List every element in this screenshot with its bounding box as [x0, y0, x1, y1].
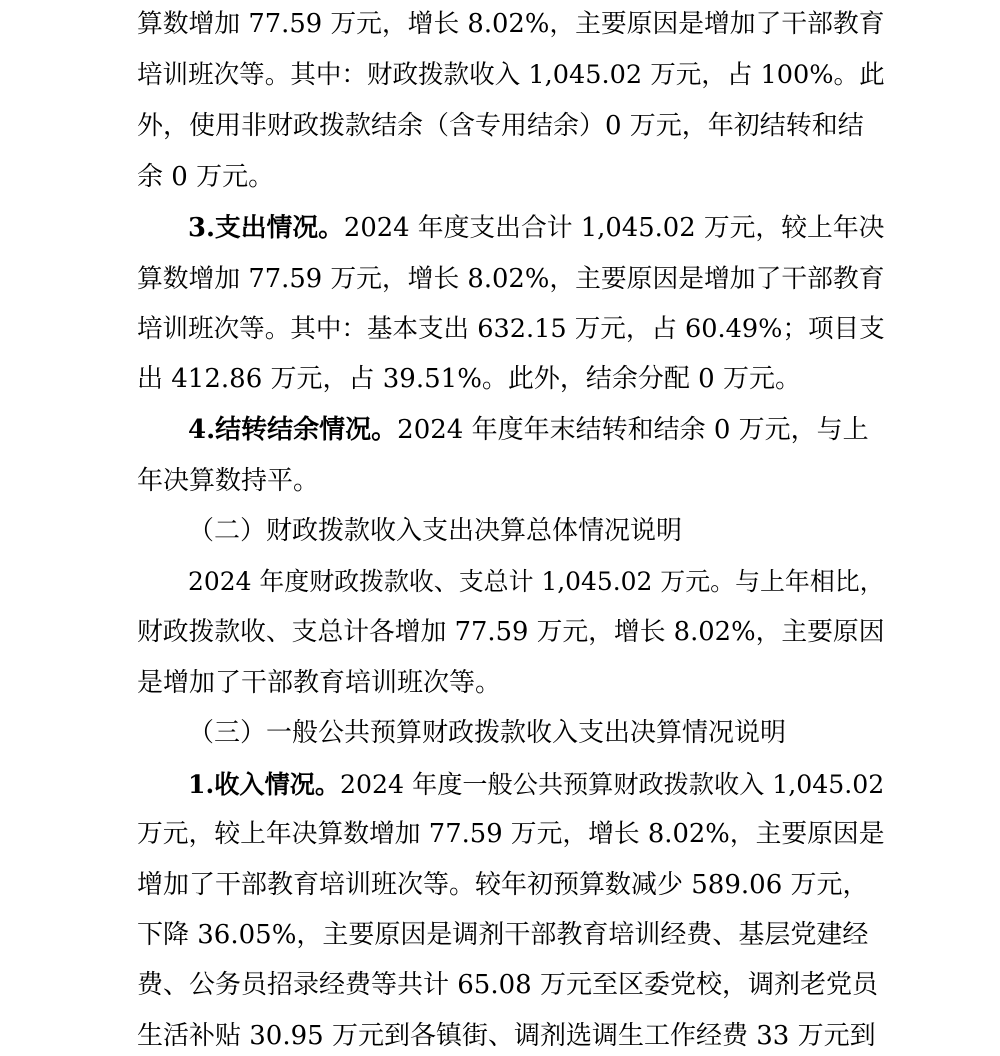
paragraph-first-line [188, 211, 884, 245]
section-title: （二）财政拨款收入支出决算总体情况说明 [188, 516, 683, 546]
text-line: 出 412.86 万元，占 39.51%。此外，结余分配 0 万元。 [137, 364, 801, 394]
text-line: 增加了干部教育培训班次等。较年初预算数减少 589.06 万元， [137, 870, 869, 900]
text-line: 培训班次等。其中：财政拨款收入 1,045.02 万元，占 100%。此 [137, 60, 885, 90]
paragraph-text: 2024 年度一般公共预算财政拨款收入 1,045.02 [340, 770, 885, 799]
paragraph-first-line [188, 413, 869, 447]
text-line: 生活补贴 30.95 万元到各镇街、调剂选调生工作经费 33 万元到 [137, 1021, 876, 1051]
text-line: 培训班次等。其中：基本支出 632.15 万元，占 60.49%；项目支 [137, 314, 885, 344]
text-line: 费、公务员招录经费等共计 65.08 万元至区委党校，调剂老党员 [137, 970, 878, 1000]
text-line: 算数增加 77.59 万元，增长 8.02%，主要原因是增加了干部教育 [137, 9, 885, 39]
text-line: 财政拨款收、支总计各增加 77.59 万元，增长 8.02%，主要原因 [137, 617, 885, 647]
paragraph-first-line [188, 767, 884, 801]
text-line: 年决算数持平。 [137, 466, 320, 496]
section-title: （三）一般公共预算财政拨款收入支出决算情况说明 [188, 718, 787, 748]
paragraph-heading: 1.收入情况。 [188, 769, 341, 799]
paragraph-heading: 3.支出情况。 [188, 213, 344, 243]
text-line: 2024 年度财政拨款收、支总计 1,045.02 万元。与上年相比， [188, 567, 885, 596]
text-line: 万元，较上年决算数增加 77.59 万元，增长 8.02%，主要原因是 [137, 819, 885, 849]
paragraph-text: 2024 年度支出合计 1,045.02 万元，较上年决 [343, 213, 885, 243]
paragraph-text: 2024 年度年末结转和结余 0 万元，与上 [397, 415, 869, 445]
text-line: 下降 36.05%，主要原因是调剂干部教育培训经费、基层党建经 [137, 920, 869, 950]
text-line: 余 0 万元。 [137, 162, 275, 192]
paragraph-heading: 4.结转结余情况。 [188, 415, 398, 445]
text-line: 是增加了干部教育培训班次等。 [137, 668, 502, 698]
text-line: 算数增加 77.59 万元，增长 8.02%，主要原因是增加了干部教育 [137, 264, 885, 294]
text-line: 外，使用非财政拨款结余（含专用结余）0 万元，年初结转和结 [137, 111, 864, 141]
